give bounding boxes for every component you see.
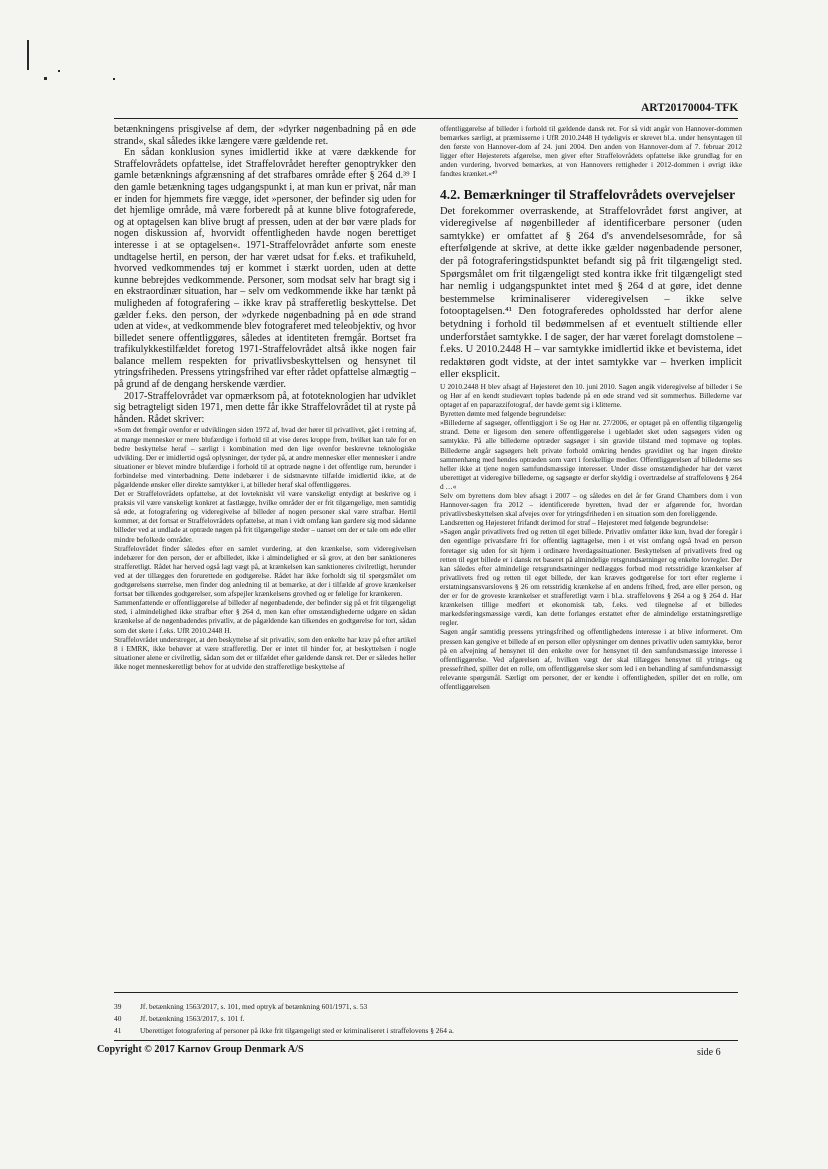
footnote-text: Jf. betænkning 1563/2017, s. 101 f. bbox=[140, 1014, 245, 1023]
scan-margin-line bbox=[27, 40, 29, 70]
left-column bbox=[114, 124, 416, 671]
document-id: ART20170004-TFK bbox=[641, 102, 739, 114]
scan-speck bbox=[58, 70, 60, 72]
paragraph: Det forekommer overraskende, at Straffelovrådet først angiver, at videregivelse af nøgenbilleder af identificerbare personer (uden samtykke) er omfattet af § 264 d's anvendelsesområde, for så efterfølgende at skrive, at dette ikke gælder nøgenbadende personer, der på fotograferingstidspunktet befandt sig på frit tilgængeligt sted. Spørgsmålet om frit tilgængeligt sted kontra ikke frit tilgængeligt sted har nemlig i udgangspunktet intet med § 264 d at gøre, idet denne bestemmelse kriminaliserer videregivelsen – ikke selve fotooptagelsen.⁴¹ Den fotograferedes opholdssted har derfor alene betydning i forhold til bedømmelsen af et eventuelt stiltiende eller underforstået samtykke. I de sager, der har været forelagt domstolene – f.eks. U 2010.2448 H – var samtykke imidlertid ikke et bevistema, idet redaktøren godt vidste, at der intet samtykke var – hverken implicit eller eksplicit. bbox=[440, 205, 742, 381]
footnote-text: Uberettiget fotografering af personer på ikke frit tilgængeligt sted er kriminaliseret i straffelovens § 264 a. bbox=[140, 1026, 454, 1035]
footnote-text: Jf. betænkning 1563/2017, s. 101, med optryk af betænkning 601/1971, s. 53 bbox=[140, 1002, 368, 1011]
scan-speck bbox=[113, 78, 115, 80]
copyright: Copyright © 2017 Karnov Group Denmark A/S bbox=[97, 1044, 304, 1055]
paragraph: Landsretten og Højesteret frifandt derimod for straf – Højesteret med følgende begrundelse: bbox=[440, 518, 709, 528]
footnote bbox=[114, 1026, 734, 1036]
paragraph: betænkningens prisgivelse af dem, der »dyrker nøgenbadning på en øde strand«, skal således ikke længere være gældende ret. bbox=[114, 124, 416, 147]
paragraph: En sådan konklusion synes imidlertid ikke at være dækkende for Straffelovrådets opfattelse, idet Straffelovrådet herefter genoptrykker den gamle betænknings afgrænsning af det strafbares område efter § 264 d.³⁹ I den gamle betænkning tages udgangspunkt i, at man kun er privat, når man er inden for hjemmets fire vægge, idet »personer, der befinder sig uden for det hjemlige område, må være forberedt på at kunne blive fotograferede, og at optagelsen kan blive brugt af pressen, uden at der bør være plads for nogen diskussion af, hvorvidt offentligheden havde nogen berettiget interesse i at se optagelsen«. 1971-Straffelovrådet anførte som eneste undtagelse hertil, en person, der har været udsat for f.eks. et trafikuheld, hvorved vedkommendes tøj er kommet i stærkt uorden, uden at dette kunne bebrejdes vedkommende. Personer, som modsat selv har bragt sig i en ekstraordinær situation, har – selv om vedkommende ikke har tænkt på muligheden af fotografering – ikke krav på strafferetlig beskyttelse. Det gælder f.eks. den person, der »dyrkede nøgenbadning på en øde strand uden at vide«, at vedkommende blev fotograferet med teleobjektiv, og hvor billedet senere offentliggøres, således at identiteten fremgår. Bortset fra trafikulykkestilfældet foretog 1971-Straffelovrådet altså ikke nogen fair balance mellem respekten for privatlivsbeskyttelsen og hensynet til ytringsfriheden. Pressens ytringsfrihed var efter rådet opfattelse almægtig – på grund af de dengang herskende værdier. bbox=[114, 147, 416, 391]
paragraph: Det er Straffelovrådets opfattelse, at det lovtekniskt vil være vanskeligt entydigt at beskrive og i praksis vil være vanskeligt konkret at fastlægge, hvilke områder der er frit tilgængelige, men samtidig så øde, at fotografering og videregivelse af billeder af nogen personer skal være strafbar. Hertil kommer, at det fortsat er Straffelovrådets opfattelse, at man i vidt omfang kan gardere sig mod sådanne billeder ved at undlade at optræde nøgen på frit tilgængelige steder – uanset om der er tale om øde eller mindre befolkede områder. bbox=[114, 489, 416, 544]
paragraph: 2017-Straffelovrådet var opmærksom på, at fototeknologien har udviklet sig betragteligt siden 1971, men dette får ikke Straffelovrådet til at ryste på hånden. Rådet skriver: bbox=[114, 390, 416, 425]
paragraph: Straffelovrådet finder således efter en samlet vurdering, at den krænkelse, som videregivelsen indebærer for den person, der er afbilledet, ikke i almindelighed er så grov, at den bør sanktioneres strafferetligt. Rådet har herved også lagt vægt på, at krænkelsen kan sanktioneres civilretligt, herunder ved at der tillægges den forurettede en godtgørelse. Rådet har ikke forholdt sig til spørgsmålet om godtgørelsens størrelse, men finder dog anledning til at bemærke, at der i tilfælde af grove krænkelser fortsat bør tilkendes godtgørelser, som afspejler krænkelsens grovhed og er følelige for krænkeren. bbox=[114, 543, 416, 599]
paragraph: Straffelovrådet understreger, at den beskyttelse af sit privatliv, som den enkelte har krav på efter artikel 8 i EMRK, ikke behøver at være strafferetlig. Der er intet til hinder for, at beskyttelsen i nogle situationer alene er civilretlig, sådan som det er tilfældet efter gældende dansk ret. Der er således heller ikke noget menneskeretligt behov for at udvide den strafferetlige beskyttelse af bbox=[114, 634, 416, 671]
paragraph: Selv om byrettens dom blev afsagt i 2007 – og således en del år før Grand Chambers dom i von Hannover-sagen fra 2012 – identificerede byretten, hvad der er afgørende for, hvordan privatlivsbeskyttelsen skal afvejes over for ytringsfriheden i en situation som den foreliggende. bbox=[440, 491, 742, 519]
footnote-number: 39 bbox=[114, 1002, 122, 1011]
footnote-number: 41 bbox=[114, 1026, 122, 1035]
paragraph: »Som det fremgår ovenfor er udviklingen siden 1972 af, hvad der hører til privatlivet, gået i retning af, at mange mennesker er mere blufærdige i forhold til at vise deres kroppe frem, hvilket kan tale for en bedre beskyttelse heraf – særligt i kombination med den lige ovenfor beskrevne teknologiske udvikling. Der er imidlertid også oplysninger, der tyder på, at andre mennesker eller mennesker i andre situationer er blevet mindre blufærdige i forhold til at optræde nøgne i det offentlige rum, herunder i forbindelse med vinterbadning. Dette indebærer i de sidstnævnte tilfælde imidlertid ikke, at de pågældende ønsker eller direkte samtykker i, at billeder heraf skal offentliggøres. bbox=[114, 425, 416, 489]
paragraph: U 2010.2448 H blev afsagt af Højesteret den 10. juni 2010. Sagen angik videregivelse af billeder i Se og Hør af en kendt studievært topløs badende på en øde strand ved sit sommerhus. Billederne var optaget af en paparazzifotograf, der havde gemt sig i klitterne. bbox=[440, 381, 742, 410]
right-column bbox=[440, 124, 742, 691]
paragraph: »Sagen angår privatlivets fred og retten til eget billede. Privatliv omfatter ikke kun, hvad der foregår i den egentlige privatsfære fri for offentlig iagttagelse, men i et vist omfang også hvad en person foretager sig uden for sit hjem i ordinære hverdagssituationer. Beskyttelsen af privatlivets fred og retten til eget billede er i dansk ret baseret på almindelige retsgrundsætninger og enkelte lovregler. Der kan således efter almindelige retsgrundsætninger nedlægges forbud mod retsstridige krænkelser af privatlivets fred og retten til eget billede, der kan kræves godtgørelse for tort efter reglerne i erstatningsansvarslovens § 26 om retsstridig krænkelse af en andens frihed, fred, ære eller person, og der er for de groveste krænkelser et strafferetligt værn i bl.a. straffelovens § 264 a og § 264 d. Har krænkelsen tillige medført et økonomisk tab, f.eks. ved tilegnelse af et billedes markedsføringsmæssige værdi, kan dette forlanges erstattet efter de almindelige erstatningsretlige regler. bbox=[440, 527, 742, 628]
paragraph: »Billederne af sagsøger, offentliggjort i Se og Hør nr. 27/2006, er optaget på en offentlig tilgængelig strand. Dette er ligesom den senere offentliggørelse i ugebladet sket uden sagsøgers viden og samtykke. På alle billederne optræder sagsøger i sin gravide tilstand med topmave og topløs. Billederne angår sagsøgers helt private forhold omkring hendes graviditet og har ingen direkte sammenhæng med hendes optræden som vært i forskellige medier. Offentliggørelsen af billederne ses heller ikke at tjene nogen samfundsmæssige interesser. Under disse omstændigheder har det været uberettiget at videregive billederne, og sagsøgte er derfor skyldig i overtrædelse af straffelovens § 264 d …« bbox=[440, 418, 742, 491]
paragraph: offentliggørelse af billeder i forhold til gældende dansk ret. For så vidt angår von Hannover-dommen bemærkes særligt, at præmisserne i UfR 2010.2448 H tydeligvis er skrevet bl.a. under hensyntagen til den første von Hannover-dom af 24. juni 2004. Den anden von Hannover-dom af 7. februar 2012 ligger efter Højesterets afgørelse, men giver efter Straffelovrådets opfattelse ikke grundlag for en anden vurdering, hvorved bemærkes, at von Hannovers rettigheder i 2012-dommen i øvrigt ikke fandtes krænket.«⁴⁰ bbox=[440, 124, 742, 179]
footnote-number: 40 bbox=[114, 1014, 122, 1023]
scan-speck bbox=[44, 77, 47, 80]
footnote bbox=[114, 1014, 734, 1024]
footnote bbox=[114, 1002, 734, 1012]
footer-rule bbox=[114, 1040, 738, 1041]
page-number: side 6 bbox=[697, 1047, 721, 1058]
section-heading: 4.2. Bemærkninger til Straffelovrådets overvejelser bbox=[440, 186, 736, 202]
footnote-rule bbox=[114, 992, 738, 993]
paragraph: Byretten dømte med følgende begrundelse: bbox=[440, 409, 567, 419]
paragraph: Sammenfattende er offentliggørelse af billeder af nøgenbadende, der befinder sig på et frit tilgængeligt sted, i almindelighed ikke strafbar efter § 264 d, men kan efter omstændighederne udgøre en sådan krænkelse af de nøgenbadendes privatliv, at de pågældende kan tilkendes en godtgørelse for tort, sådan som det skete i f.eks. UfR 2010.2448 H. bbox=[114, 598, 416, 635]
paragraph: Sagen angår samtidig pressens ytringsfrihed og offentlighedens interesse i at blive informeret. Om pressen kan gengive et billede af en person eller oplysninger om dennes privatliv uden samtykke, beror på en afvejning af hensynet til den enkelte over for hensynet til den samfundsmæssige interesse i offentliggørelse. Ved afgørelsen af, hvilken vægt der skal tillægges hensynet til ytrings- og pressefrihed, spiller det en rolle, om offentliggørelse sker som led i en behandling af samfundsmæssigt relevante spørgsmål. Særligt om personer, der er kendte i offentligheden, spiller det en rolle, om offentliggørelsen bbox=[440, 627, 742, 691]
header-rule bbox=[114, 118, 738, 119]
